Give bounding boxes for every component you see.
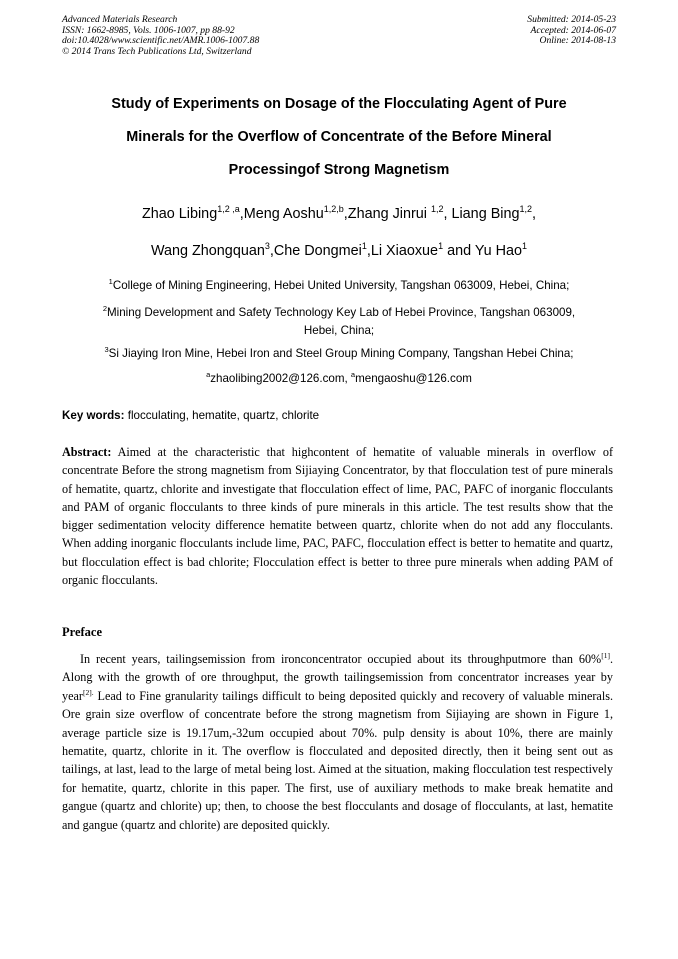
affiliation-mark: 1 [108,277,113,286]
title-line-3: Processingof Strong Magnetism [228,162,450,178]
preface-text: Lead to Fine granularity tailings difficult to being deposited quickly and recovery of valuable minerals. Ore grain size overflow of concentrate before the strong magnetism from Sijiaying are shown in Figure 1, average particle size is 19.17um,-32um occupied about 70%. pulp density is about 10%, there are mainly hematite, quartz, chlorite in it. The overflow is flocculated and deposited directly, then it being sent out as tailings, at last, lead to the large of metal being lost. Aimed at the situation, making flocculation test respectively for hematite, quartz, chlorite in this paper. The first, use of auxiliary methods to make break hematite and gangue (quartz and chlorite) up; then, to choose the best flocculants and dosage of flocculants, at last, hematite and gangue (quartz and chlorite) are deposited quickly. [62,688,613,832]
keywords [62,409,616,422]
author-name: and Yu Hao [443,243,523,259]
email-mark: a [206,370,211,379]
author-name: ,Meng Aoshu [239,206,324,222]
paper-title [62,88,616,187]
author-affiliation-mark: 1 [438,241,444,251]
author-affiliation-mark: 1,2,b [323,204,344,214]
email-line [70,370,608,388]
author-name: , Liang Bing [443,206,520,222]
keywords-label: Key words: [62,409,125,422]
preface-text: In recent years, tailingsemission from ironconcentrator occupied about its throughputmore than 60% [80,652,602,666]
preface-text: . Along with the growth of ore throughput, the growth tailingsemission from concentrator increases year by year [62,652,613,703]
author-affiliation-mark: 1,2 ,a [217,204,240,214]
affiliation-2 [70,304,608,340]
citation-ref: [1] [601,651,610,660]
title-line-2: Minerals for the Overflow of Concentrate of the Before Mineral [126,129,552,145]
affiliation-3 [70,345,608,363]
affiliation-text: Hebei, China; [303,324,375,337]
preface-paragraph [62,650,613,834]
author-name: ,Zhang Jinrui [343,206,431,222]
journal-header [62,15,259,57]
submitted-date: Submitted: 2014-05-23 [527,14,616,25]
journal-doi: doi:10.4028/www.scientific.net/AMR.1006-1007.88 [62,35,260,47]
author-affiliation-mark: 3 [264,241,270,251]
email-address: zhaolibing2002@126.com, [210,372,351,385]
author-affiliation-mark: 1 [522,241,528,251]
accepted-date: Accepted: 2014-06-07 [530,24,616,36]
email-address: mengaoshu@126.com [355,372,472,385]
citation-ref: [2]. [82,687,94,697]
abstract [62,443,613,589]
author-name: ,Che Dongmei [269,243,362,259]
author-list [40,196,638,270]
affiliation-mark: 3 [104,345,109,354]
author-name: Wang Zhongquan [150,243,265,259]
section-heading-preface: Preface [62,625,103,639]
dates-header [527,15,616,47]
affiliation-text: College of Mining Engineering, Hebei United University, Tangshan 063009, Hebei, China; [112,279,570,292]
author-affiliation-mark: 1,2 [519,204,533,214]
title-line-1: Study of Experiments on Dosage of the Flocculating Agent of Pure [111,96,567,112]
author-separator: , [532,206,537,222]
author-name: ,Li Xiaoxue [366,243,439,259]
author-affiliation-mark: 1 [361,241,367,251]
author-line-1 [40,196,638,233]
keywords-text: flocculating, hematite, quartz, chlorite [124,409,320,422]
affiliation-text: Mining Development and Safety Technology Key Lab of Hebei Province, Tangshan 063009, [107,306,576,319]
journal-issn: ISSN: 1662-8985, Vols. 1006-1007, pp 88-92 [62,24,235,36]
affiliation-mark: 2 [102,304,107,313]
affiliation-1 [70,277,608,295]
journal-name: Advanced Materials Research [62,14,178,25]
author-line-2 [40,233,638,270]
affiliation-text: Si Jiaying Iron Mine, Hebei Iron and Steel Group Mining Company, Tangshan Hebei China; [108,347,574,360]
online-date: Online: 2014-08-13 [539,35,616,47]
journal-copyright: © 2014 Trans Tech Publications Ltd, Switzerland [62,45,252,57]
abstract-text: Aimed at the characteristic that highcontent of hematite of valuable minerals in overflow of concentrate Before the strong magnetism from Sijiaying Concentrator, by that flocculation test of pure minerals of hematite, quartz, chlorite and investigate that flocculation effect of lime, PAC, PAFC of inorganic flocculants and PAM of organic flocculants to three kinds of pure minerals in this article. The test results show that the bigger sedimentation velocity difference hematite between quartz, chlorite when do not add any flocculants. When adding inorganic flocculants include lime, PAC, PAFC, flocculation effect is better to hematite and quartz, but flocculation effect is bad chlorite; Flocculation effect is better to three pure minerals when adding PAM of organic flocculants. [62,445,613,588]
author-affiliation-mark: 1,2 [430,204,444,214]
email-mark: a [350,370,356,379]
author-name: Zhao Libing [141,206,218,222]
abstract-label: Abstract: [62,445,112,459]
